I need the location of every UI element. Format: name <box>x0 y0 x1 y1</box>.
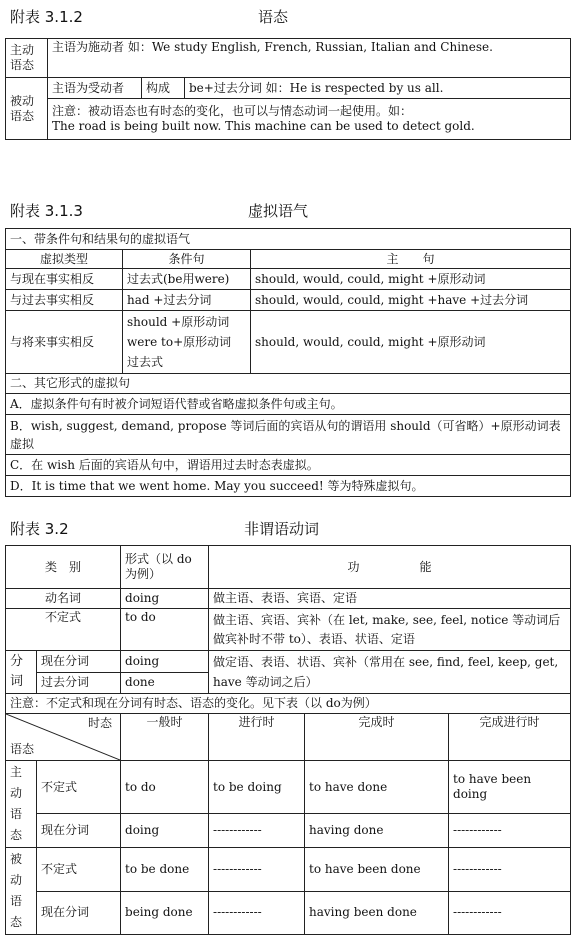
item-b: B．wish, suggest, demand, propose 等词后面的宾语从句的谓语用 should（可省略）+原形动词表虚拟 <box>6 415 571 455</box>
passive-subject: 主语为受动者 <box>48 78 142 99</box>
cell: doing <box>121 814 209 848</box>
header-main: 主 句 <box>251 250 571 269</box>
condition-line: 过去式 <box>127 355 164 369</box>
part2-title: 二、其它形式的虚拟句 <box>6 374 571 394</box>
past-participle-form: done <box>121 672 209 694</box>
section-title: 虚拟语气 <box>248 202 309 220</box>
passive-note-example: The road is being built now. This machine can be used to detect gold. <box>52 119 475 133</box>
section-label: 附表 3.1.3 <box>10 202 83 220</box>
table-row <box>6 891 571 935</box>
header-condition: 条件句 <box>123 250 251 269</box>
section-nonfinite <box>0 512 574 929</box>
row-name: 现在分词 <box>37 814 121 848</box>
row-condition: 过去式(be用were) <box>123 269 251 290</box>
gerund-form: doing <box>121 589 209 609</box>
active-voice-text: 主语为施动者 如：We study English, French, Russian, Italian and Chinese. <box>48 39 571 78</box>
cell: to have been done <box>305 848 449 892</box>
table-row <box>6 651 571 673</box>
condition-line: should +原形动词 <box>127 315 230 329</box>
infinitive-name: 不定式 <box>6 609 121 651</box>
participle-head: 分词 <box>6 651 37 694</box>
passive-note <box>48 99 571 140</box>
row-type: 与现在事实相反 <box>6 269 123 290</box>
cell: to be doing <box>209 761 305 814</box>
section-title: 非谓语动词 <box>244 520 320 538</box>
table-row <box>6 609 571 651</box>
header-function: 功 能 <box>209 546 571 589</box>
header-form: 形式（以 do 为例） <box>121 546 209 589</box>
header-type: 虚拟类型 <box>6 250 123 269</box>
cell: to do <box>121 761 209 814</box>
table-row <box>6 589 571 609</box>
table-row <box>6 761 571 814</box>
active-voice-head: 主动语态 <box>6 39 48 78</box>
item-c: C．在 wish 后面的宾语从句中，谓语用过去时态表虚拟。 <box>6 455 571 476</box>
section-label: 附表 3.1.2 <box>10 8 83 26</box>
active-head: 主动语态 <box>6 761 37 848</box>
row-type: 与过去事实相反 <box>6 290 123 311</box>
item-d: D．It is time that we went home. May you succeed! 等为特殊虚拟句。 <box>6 476 571 497</box>
section-label: 附表 3.2 <box>10 520 69 538</box>
cell: ------------ <box>449 814 571 848</box>
present-participle-form: doing <box>121 651 209 673</box>
table-row <box>6 311 571 374</box>
cell: ------------ <box>449 891 571 935</box>
passive-head: 被动语态 <box>6 848 37 935</box>
voice-table <box>5 38 571 140</box>
section-voice <box>0 0 574 133</box>
cell: to have been doing <box>449 761 571 814</box>
gerund-name: 动名词 <box>6 589 121 609</box>
passive-form-label: 构成 <box>142 78 185 99</box>
cell: to have done <box>305 761 449 814</box>
row-name: 不定式 <box>37 761 121 814</box>
table-row <box>6 290 571 311</box>
gerund-function: 做主语、表语、宾语、定语 <box>209 589 571 609</box>
past-participle-name: 过去分词 <box>37 672 121 694</box>
cell: ------------ <box>209 891 305 935</box>
tense-voice-corner <box>6 714 121 761</box>
cell: ------------ <box>449 848 571 892</box>
present-participle-name: 现在分词 <box>37 651 121 673</box>
subjunctive-table <box>5 228 571 497</box>
header-perfect-progressive: 完成进行时 <box>449 714 571 761</box>
row-main: should, would, could, might +原形动词 <box>251 311 571 374</box>
passive-note-line: 注意：被动语态也有时态的变化，也可以与情态动词一起使用。如： <box>52 104 413 118</box>
header-category: 类 别 <box>6 546 121 589</box>
corner-voice: 语态 <box>10 742 35 756</box>
item-a: A．虚拟条件句有时被介词短语代替或省略虚拟条件句或主句。 <box>6 394 571 415</box>
passive-voice-head: 被动语态 <box>6 78 48 140</box>
section-title: 语态 <box>258 8 289 26</box>
row-main: should, would, could, might +原形动词 <box>251 269 571 290</box>
row-condition <box>123 311 251 374</box>
corner-tense: 时态 <box>88 716 113 730</box>
section-subjunctive <box>0 194 574 493</box>
cell: to be done <box>121 848 209 892</box>
nonfinite-table <box>5 545 571 935</box>
condition-line: were to+原形动词 <box>127 335 232 349</box>
header-simple: 一般时 <box>121 714 209 761</box>
cell: having done <box>305 814 449 848</box>
row-type: 与将来事实相反 <box>6 311 123 374</box>
cell: being done <box>121 891 209 935</box>
row-name: 不定式 <box>37 848 121 892</box>
cell: having been done <box>305 891 449 935</box>
header-progressive: 进行时 <box>209 714 305 761</box>
infinitive-form: to do <box>121 609 209 651</box>
table-row <box>6 269 571 290</box>
nonfinite-note: 注意：不定式和现在分词有时态、语态的变化。见下表（以 do为例） <box>6 694 571 714</box>
table-row <box>6 814 571 848</box>
part1-title: 一、带条件句和结果句的虚拟语气 <box>6 229 571 250</box>
header-perfect: 完成时 <box>305 714 449 761</box>
cell: ------------ <box>209 814 305 848</box>
passive-form-text: be+过去分词 如：He is respected by us all. <box>185 78 571 99</box>
table-row <box>6 848 571 892</box>
cell: ------------ <box>209 848 305 892</box>
infinitive-function: 做主语、宾语、宾补（在 let, make, see, feel, notice 等动词后做宾补时不带 to）、表语、状语、定语 <box>209 609 571 651</box>
row-name: 现在分词 <box>37 891 121 935</box>
row-condition: had +过去分词 <box>123 290 251 311</box>
participle-function: 做定语、表语、状语、宾补（常用在 see, find, feel, keep, get, have 等动词之后） <box>209 651 571 694</box>
row-main: should, would, could, might +have +过去分词 <box>251 290 571 311</box>
